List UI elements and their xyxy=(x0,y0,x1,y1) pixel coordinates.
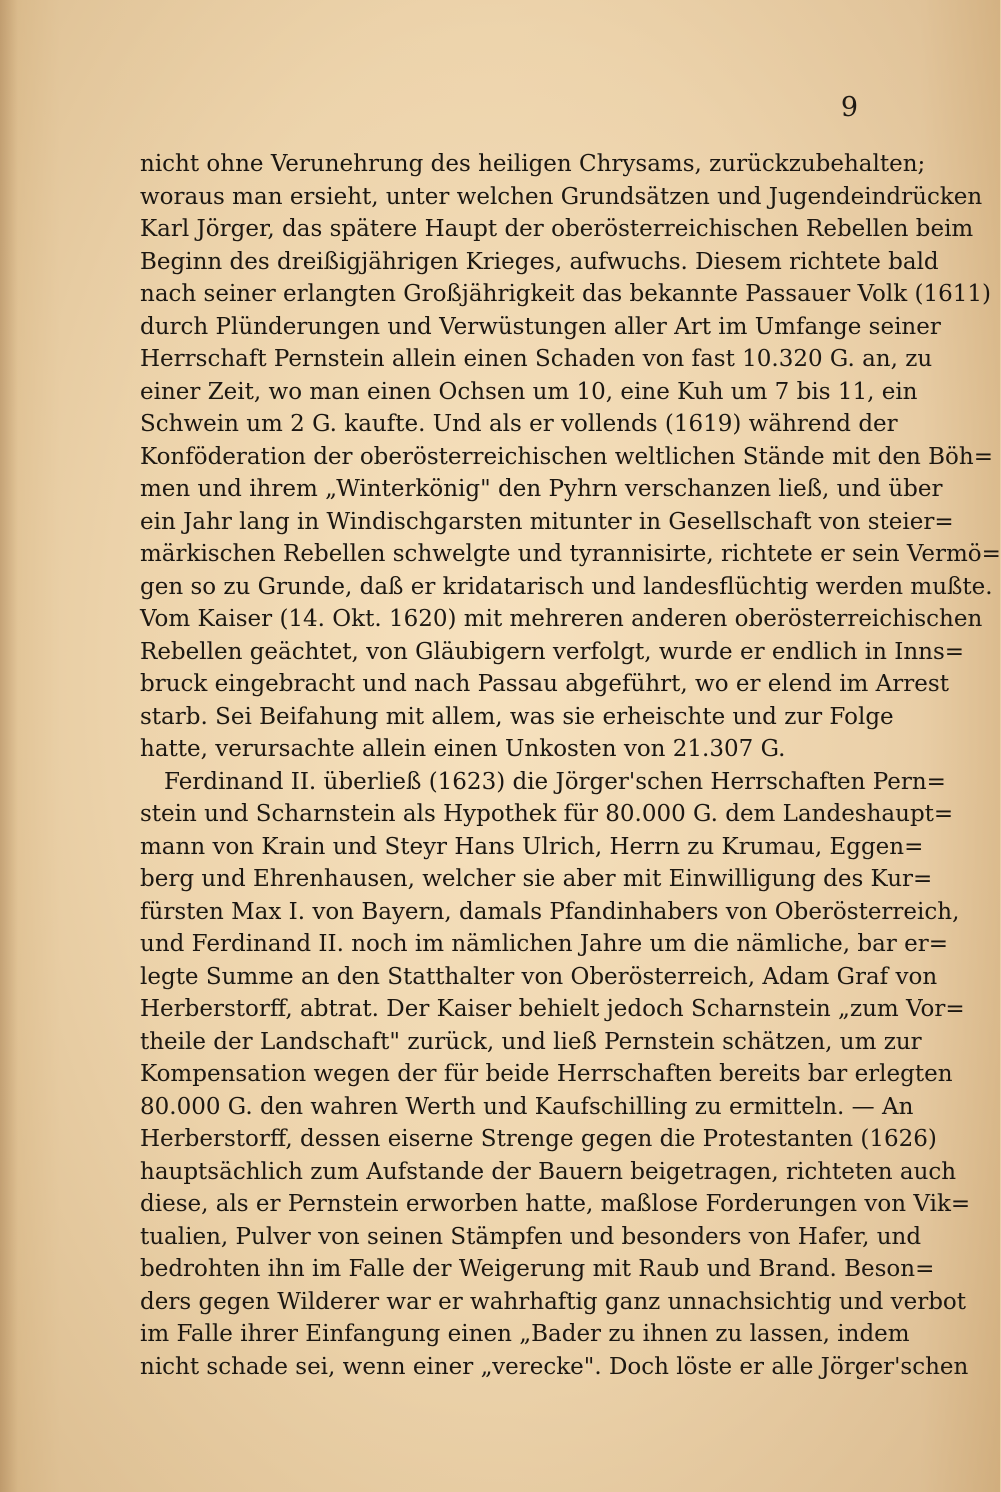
text-line: bedrohten ihn im Falle der Weigerung mit Raub und Brand. Beson= xyxy=(140,1256,935,1282)
text-line: durch Plünderungen und Verwüstungen aller Art im Umfange seiner xyxy=(140,313,941,340)
text-line: nach seiner erlangten Großjährigkeit das bekannte Passauer Volk (1611) xyxy=(140,281,991,307)
text-line: einer Zeit, wo man einen Ochsen um 10, eine Kuh um 7 bis 11, ein xyxy=(140,378,918,405)
text-line: tualien, Pulver von seinen Stämpfen und besonders von Hafer, und xyxy=(140,1223,922,1250)
text-line: Herrschaft Pernstein allein einen Schaden von fast 10.320 G. an, zu xyxy=(140,346,933,372)
text-line: im Falle ihrer Einfangung einen „Bader zu ihnen zu lassen, indem xyxy=(140,1321,910,1347)
text-line: Rebellen geächtet, von Gläubigern verfolgt, wurde er endlich in Inns= xyxy=(140,638,965,665)
text-line: nicht ohne Verunehrung des heiligen Chrysams, zurückzubehalten; xyxy=(140,151,926,177)
text-line: legte Summe an den Statthalter von Oberösterreich, Adam Graf von xyxy=(140,963,938,990)
text-line: starb. Sei Beifahung mit allem, was sie erheischte und zur Folge xyxy=(140,703,894,730)
text-line: ders gegen Wilderer war er wahrhaftig ganz unnachsichtig und verbot xyxy=(140,1288,967,1315)
text-line: mann von Krain und Steyr Hans Ulrich, Herrn zu Krumau, Eggen= xyxy=(140,833,924,860)
text-line: woraus man ersieht, unter welchen Grundsätzen und Jugendeindrücken xyxy=(140,183,983,210)
body-text xyxy=(140,148,1001,1383)
text-line: Karl Jörger, das spätere Haupt der oberösterreichischen Rebellen beim xyxy=(140,216,974,242)
text-line: ein Jahr lang in Windischgarsten mitunter in Gesellschaft von steier= xyxy=(140,508,954,535)
text-line: Vom Kaiser (14. Okt. 1620) mit mehreren anderen oberösterreichischen xyxy=(140,606,983,632)
text-line: berg und Ehrenhausen, welcher sie aber mit Einwilligung des Kur= xyxy=(140,866,933,892)
text-line: diese, als er Pernstein erworben hatte, maßlose Forderungen von Vik= xyxy=(140,1191,971,1217)
page-number: 9 xyxy=(840,92,858,123)
text-line-paragraph-start: Ferdinand II. überließ (1623) die Jörger'schen Herrschaften Pern= xyxy=(164,768,946,795)
text-line: fürsten Max I. von Bayern, damals Pfandinhabers von Oberösterreich, xyxy=(140,898,960,925)
text-line: märkischen Rebellen schwelgte und tyrannisirte, richtete er sein Vermö= xyxy=(140,541,1001,567)
text-line: stein und Scharnstein als Hypothek für 80.000 G. dem Landeshaupt= xyxy=(140,801,954,827)
text-line: und Ferdinand II. noch im nämlichen Jahre um die nämliche, bar er= xyxy=(140,931,949,957)
text-line: nicht schade sei, wenn einer „verecke". Doch löste er alle Jörger'schen xyxy=(140,1353,969,1380)
text-line: gen so zu Grunde, daß er kridatarisch und landesflüchtig werden mußte. xyxy=(140,573,993,600)
text-line: 80.000 G. den wahren Werth und Kaufschilling zu ermitteln. — An xyxy=(140,1093,914,1120)
text-line: Schwein um 2 G. kaufte. Und als er vollends (1619) während der xyxy=(140,411,898,437)
text-line: Konföderation der oberösterreichischen weltlichen Stände mit den Böh= xyxy=(140,443,993,470)
text-line: Beginn des dreißigjährigen Krieges, aufwuchs. Diesem richtete bald xyxy=(140,248,939,275)
text-line: hauptsächlich zum Aufstande der Bauern beigetragen, richteten auch xyxy=(140,1158,957,1185)
text-line: men und ihrem „Winterkönig" den Pyhrn verschanzen ließ, und über xyxy=(140,476,943,502)
text-line-paragraph-end: hatte, verursachte allein einen Unkosten von 21.307 G. xyxy=(140,736,786,762)
text-line: Herberstorff, abtrat. Der Kaiser behielt jedoch Scharnstein „zum Vor= xyxy=(140,996,965,1022)
text-line: theile der Landschaft" zurück, und ließ Pernstein schätzen, um zur xyxy=(140,1028,922,1055)
text-line: Kompensation wegen der für beide Herrschaften bereits bar erlegten xyxy=(140,1061,953,1087)
text-line: bruck eingebracht und nach Passau abgeführt, wo er elend im Arrest xyxy=(140,671,949,697)
text-line: Herberstorff, dessen eiserne Strenge gegen die Protestanten (1626) xyxy=(140,1126,937,1152)
